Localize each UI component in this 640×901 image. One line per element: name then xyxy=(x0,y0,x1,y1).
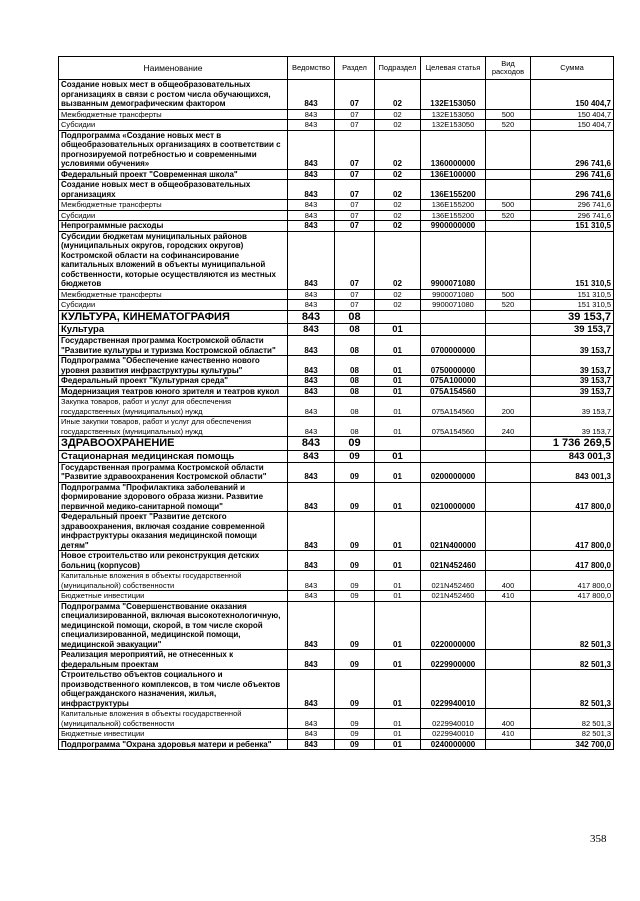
cell-razdel: 07 xyxy=(335,120,375,131)
cell-podrazdel: 01 xyxy=(375,376,421,387)
cell-razdel: 09 xyxy=(335,650,375,670)
cell-ved: 843 xyxy=(288,462,335,482)
cell-podrazdel xyxy=(375,437,421,451)
cell-razdel: 09 xyxy=(335,512,375,551)
cell-podrazdel: 02 xyxy=(375,300,421,311)
table-body xyxy=(59,80,614,750)
cell-ved: 843 xyxy=(288,417,335,437)
cell-razdel: 07 xyxy=(335,221,375,232)
header-podrazdel: Подраздел xyxy=(375,57,421,80)
table-row xyxy=(59,512,614,551)
cell-vid xyxy=(486,221,531,232)
cell-vid xyxy=(486,450,531,462)
cell-razdel: 08 xyxy=(335,376,375,387)
cell-statya xyxy=(421,324,486,336)
cell-ved: 843 xyxy=(288,376,335,387)
cell-name: Государственная программа Костромской области "Развитие здравоохранения Костромской области" xyxy=(59,462,288,482)
header-razdel: Раздел xyxy=(335,57,375,80)
cell-statya xyxy=(421,450,486,462)
cell-name: Закупка товаров, работ и услуг для обеспечения государственных (муниципальных) нужд xyxy=(59,397,288,417)
cell-name: КУЛЬТУРА, КИНЕМАТОГРАФИЯ xyxy=(59,310,288,324)
cell-vid xyxy=(486,437,531,451)
cell-statya: 0229940010 xyxy=(421,729,486,740)
cell-ved: 843 xyxy=(288,120,335,131)
cell-razdel: 07 xyxy=(335,109,375,120)
cell-podrazdel xyxy=(375,310,421,324)
header-statya: Целевая статья xyxy=(421,57,486,80)
cell-vid: 500 xyxy=(486,109,531,120)
cell-statya: 075A154560 xyxy=(421,417,486,437)
cell-statya: 1360000000 xyxy=(421,130,486,169)
cell-vid xyxy=(486,482,531,512)
cell-summa: 150 404,7 xyxy=(531,80,614,110)
cell-summa: 39 153,7 xyxy=(531,324,614,336)
cell-statya: 0229940010 xyxy=(421,709,486,729)
cell-vid xyxy=(486,386,531,397)
cell-ved: 843 xyxy=(288,130,335,169)
budget-table xyxy=(58,56,614,750)
cell-podrazdel: 01 xyxy=(375,324,421,336)
cell-podrazdel: 01 xyxy=(375,591,421,602)
cell-razdel: 07 xyxy=(335,289,375,300)
cell-ved: 843 xyxy=(288,180,335,200)
cell-razdel: 09 xyxy=(335,437,375,451)
cell-razdel: 09 xyxy=(335,571,375,591)
cell-summa: 296 741,6 xyxy=(531,180,614,200)
cell-razdel: 09 xyxy=(335,462,375,482)
cell-statya: 9900071080 xyxy=(421,231,486,289)
cell-statya: 0229900000 xyxy=(421,650,486,670)
cell-podrazdel: 01 xyxy=(375,417,421,437)
cell-razdel: 07 xyxy=(335,200,375,211)
cell-podrazdel: 01 xyxy=(375,729,421,740)
cell-vid: 200 xyxy=(486,397,531,417)
cell-ved: 843 xyxy=(288,601,335,650)
cell-ved: 843 xyxy=(288,709,335,729)
cell-vid xyxy=(486,376,531,387)
cell-razdel: 09 xyxy=(335,482,375,512)
cell-razdel: 08 xyxy=(335,386,375,397)
cell-razdel: 09 xyxy=(335,601,375,650)
cell-podrazdel: 02 xyxy=(375,120,421,131)
cell-ved: 843 xyxy=(288,231,335,289)
table-row xyxy=(59,417,614,437)
cell-statya xyxy=(421,437,486,451)
cell-statya: 0229940010 xyxy=(421,670,486,709)
cell-ved: 843 xyxy=(288,670,335,709)
cell-statya: 021N400000 xyxy=(421,512,486,551)
cell-name: Межбюджетные трансферты xyxy=(59,109,288,120)
cell-razdel: 08 xyxy=(335,310,375,324)
cell-podrazdel: 01 xyxy=(375,571,421,591)
cell-podrazdel: 02 xyxy=(375,221,421,232)
cell-name: Подпрограмма "Охрана здоровья матери и ребенка" xyxy=(59,739,288,750)
cell-statya: 132E153050 xyxy=(421,109,486,120)
cell-summa: 151 310,5 xyxy=(531,221,614,232)
table-row xyxy=(59,336,614,356)
cell-podrazdel: 02 xyxy=(375,109,421,120)
cell-vid xyxy=(486,601,531,650)
cell-summa: 151 310,5 xyxy=(531,231,614,289)
cell-podrazdel: 02 xyxy=(375,180,421,200)
cell-statya: 0240000000 xyxy=(421,739,486,750)
cell-name: Субсидии бюджетам муниципальных районов (муниципальных округов, городских округов) Костромской области на софинансирование капитальных вложений в объекты муниципальной собственности, которые осуществляются из местных бюджетов xyxy=(59,231,288,289)
cell-summa: 843 001,3 xyxy=(531,450,614,462)
cell-name: Культура xyxy=(59,324,288,336)
table-row xyxy=(59,386,614,397)
table-row xyxy=(59,80,614,110)
cell-podrazdel: 01 xyxy=(375,386,421,397)
cell-summa: 342 700,0 xyxy=(531,739,614,750)
header-summa: Сумма xyxy=(531,57,614,80)
cell-statya: 132E153050 xyxy=(421,80,486,110)
cell-summa: 82 501,3 xyxy=(531,601,614,650)
cell-summa: 39 153,7 xyxy=(531,336,614,356)
cell-ved: 843 xyxy=(288,210,335,221)
cell-summa: 417 800,0 xyxy=(531,591,614,602)
table-row xyxy=(59,180,614,200)
cell-vid: 500 xyxy=(486,289,531,300)
cell-summa: 39 153,7 xyxy=(531,310,614,324)
cell-summa: 150 404,7 xyxy=(531,120,614,131)
cell-statya: 9900071080 xyxy=(421,289,486,300)
cell-ved: 843 xyxy=(288,324,335,336)
table-row xyxy=(59,300,614,311)
table-row xyxy=(59,571,614,591)
cell-summa: 82 501,3 xyxy=(531,729,614,740)
table-row xyxy=(59,356,614,376)
cell-statya: 0700000000 xyxy=(421,336,486,356)
cell-vid xyxy=(486,650,531,670)
cell-name: Федеральный проект "Современная школа" xyxy=(59,169,288,180)
cell-vid xyxy=(486,739,531,750)
cell-ved: 843 xyxy=(288,336,335,356)
cell-summa: 151 310,5 xyxy=(531,289,614,300)
cell-statya xyxy=(421,310,486,324)
cell-razdel: 08 xyxy=(335,324,375,336)
cell-name: Создание новых мест в общеобразовательных организациях в связи с ростом числа обучающихся, вызванным демографическим фактором xyxy=(59,80,288,110)
cell-ved: 843 xyxy=(288,397,335,417)
header-ved: Ведомство xyxy=(288,57,335,80)
cell-razdel: 07 xyxy=(335,130,375,169)
table-row xyxy=(59,650,614,670)
cell-summa: 82 501,3 xyxy=(531,709,614,729)
cell-ved: 843 xyxy=(288,450,335,462)
cell-ved: 843 xyxy=(288,80,335,110)
table-row xyxy=(59,109,614,120)
cell-vid xyxy=(486,130,531,169)
table-row xyxy=(59,310,614,324)
cell-ved: 843 xyxy=(288,310,335,324)
cell-name: Непрограммные расходы xyxy=(59,221,288,232)
cell-vid xyxy=(486,169,531,180)
cell-razdel: 07 xyxy=(335,300,375,311)
cell-vid xyxy=(486,180,531,200)
table-row xyxy=(59,376,614,387)
cell-podrazdel: 02 xyxy=(375,169,421,180)
table-row xyxy=(59,482,614,512)
cell-name: Создание новых мест в общеобразовательных организациях xyxy=(59,180,288,200)
table-row xyxy=(59,729,614,740)
cell-summa: 296 741,6 xyxy=(531,200,614,211)
table-row xyxy=(59,551,614,571)
cell-podrazdel: 01 xyxy=(375,709,421,729)
cell-razdel: 08 xyxy=(335,336,375,356)
cell-razdel: 09 xyxy=(335,709,375,729)
cell-name: Подпрограмма "Обеспечение качественно нового уровня развития инфраструктуры культуры" xyxy=(59,356,288,376)
cell-summa: 417 800,0 xyxy=(531,512,614,551)
cell-ved: 843 xyxy=(288,169,335,180)
cell-vid xyxy=(486,670,531,709)
cell-summa: 843 001,3 xyxy=(531,462,614,482)
cell-name: Государственная программа Костромской области "Развитие культуры и туризма Костромской области" xyxy=(59,336,288,356)
cell-ved: 843 xyxy=(288,289,335,300)
cell-vid xyxy=(486,356,531,376)
header-vid: Вид расходов xyxy=(486,57,531,80)
cell-ved: 843 xyxy=(288,300,335,311)
cell-statya: 9900000000 xyxy=(421,221,486,232)
cell-ved: 843 xyxy=(288,221,335,232)
cell-vid xyxy=(486,512,531,551)
cell-vid: 520 xyxy=(486,120,531,131)
cell-statya: 075A100000 xyxy=(421,376,486,387)
cell-podrazdel: 02 xyxy=(375,289,421,300)
cell-vid: 520 xyxy=(486,210,531,221)
cell-ved: 843 xyxy=(288,437,335,451)
cell-ved: 843 xyxy=(288,512,335,551)
cell-podrazdel: 02 xyxy=(375,80,421,110)
cell-vid: 520 xyxy=(486,300,531,311)
cell-razdel: 07 xyxy=(335,180,375,200)
cell-razdel: 08 xyxy=(335,356,375,376)
cell-statya: 021N452460 xyxy=(421,591,486,602)
cell-summa: 151 310,5 xyxy=(531,300,614,311)
cell-name: Межбюджетные трансферты xyxy=(59,289,288,300)
cell-razdel: 09 xyxy=(335,739,375,750)
cell-podrazdel: 01 xyxy=(375,551,421,571)
cell-name: Субсидии xyxy=(59,120,288,131)
cell-name: Новое строительство или реконструкция детских больниц (корпусов) xyxy=(59,551,288,571)
cell-summa: 82 501,3 xyxy=(531,670,614,709)
cell-vid xyxy=(486,310,531,324)
cell-summa: 417 800,0 xyxy=(531,551,614,571)
cell-summa: 417 800,0 xyxy=(531,571,614,591)
cell-razdel: 07 xyxy=(335,80,375,110)
cell-ved: 843 xyxy=(288,551,335,571)
table-row xyxy=(59,169,614,180)
cell-statya: 075A154560 xyxy=(421,397,486,417)
cell-statya: 0210000000 xyxy=(421,482,486,512)
table-row xyxy=(59,437,614,451)
cell-statya: 136E155200 xyxy=(421,180,486,200)
cell-vid xyxy=(486,80,531,110)
cell-ved: 843 xyxy=(288,356,335,376)
cell-razdel: 07 xyxy=(335,169,375,180)
cell-statya: 136E100000 xyxy=(421,169,486,180)
cell-ved: 843 xyxy=(288,729,335,740)
cell-name: Реализация мероприятий, не отнесенных к федеральным проектам xyxy=(59,650,288,670)
table-row xyxy=(59,221,614,232)
cell-vid: 410 xyxy=(486,729,531,740)
cell-podrazdel: 01 xyxy=(375,336,421,356)
cell-ved: 843 xyxy=(288,650,335,670)
cell-podrazdel: 01 xyxy=(375,397,421,417)
cell-statya: 9900071080 xyxy=(421,300,486,311)
cell-statya: 0220000000 xyxy=(421,601,486,650)
cell-name: Капитальные вложения в объекты государственной (муниципальной) собственности xyxy=(59,709,288,729)
cell-summa: 39 153,7 xyxy=(531,356,614,376)
cell-summa: 82 501,3 xyxy=(531,650,614,670)
cell-vid xyxy=(486,231,531,289)
cell-name: Федеральный проект "Культурная среда" xyxy=(59,376,288,387)
cell-ved: 843 xyxy=(288,739,335,750)
cell-name: Иные закупки товаров, работ и услуг для обеспечения государственных (муниципальных) нужд xyxy=(59,417,288,437)
cell-name: Модернизация театров юного зрителя и театров кукол xyxy=(59,386,288,397)
cell-statya: 136E155200 xyxy=(421,210,486,221)
cell-name: Межбюджетные трансферты xyxy=(59,200,288,211)
cell-vid: 240 xyxy=(486,417,531,437)
cell-summa: 296 741,6 xyxy=(531,130,614,169)
cell-name: Подпрограмма "Совершенствование оказания специализированной, включая высокотехнологичную, медицинской помощи, скорой, в том числе скорой специализированной, медицинской помощи, медицинской эвакуации" xyxy=(59,601,288,650)
cell-name: Подпрограмма «Создание новых мест в общеобразовательных организациях в соответствии с прогнозируемой потребностью и современными условиями обучения» xyxy=(59,130,288,169)
cell-razdel: 09 xyxy=(335,670,375,709)
cell-summa: 1 736 269,5 xyxy=(531,437,614,451)
cell-summa: 39 153,7 xyxy=(531,376,614,387)
table-row xyxy=(59,130,614,169)
cell-vid xyxy=(486,551,531,571)
cell-vid: 500 xyxy=(486,200,531,211)
cell-name: Бюджетные инвестиции xyxy=(59,729,288,740)
cell-summa: 296 741,6 xyxy=(531,210,614,221)
cell-vid xyxy=(486,462,531,482)
table-row xyxy=(59,462,614,482)
table-row xyxy=(59,591,614,602)
cell-ved: 843 xyxy=(288,591,335,602)
table-row xyxy=(59,450,614,462)
cell-statya: 0750000000 xyxy=(421,356,486,376)
table-row xyxy=(59,397,614,417)
cell-podrazdel: 01 xyxy=(375,670,421,709)
cell-podrazdel: 01 xyxy=(375,450,421,462)
cell-summa: 39 153,7 xyxy=(531,386,614,397)
cell-summa: 417 800,0 xyxy=(531,482,614,512)
page-number: 358 xyxy=(590,833,607,845)
cell-podrazdel: 02 xyxy=(375,210,421,221)
cell-vid xyxy=(486,336,531,356)
cell-statya: 132E153050 xyxy=(421,120,486,131)
table-row xyxy=(59,670,614,709)
table-row xyxy=(59,231,614,289)
cell-podrazdel: 01 xyxy=(375,512,421,551)
cell-name: Федеральный проект "Развитие детского здравоохранения, включая создание современной инфраструктуры оказания медицинской помощи детям" xyxy=(59,512,288,551)
cell-statya: 021N452460 xyxy=(421,551,486,571)
cell-name: Стационарная медицинская помощь xyxy=(59,450,288,462)
table-row xyxy=(59,210,614,221)
cell-name: Подпрограмма "Профилактика заболеваний и формирование здорового образа жизни. Развитие первичной медико-санитарной помощи" xyxy=(59,482,288,512)
cell-ved: 843 xyxy=(288,386,335,397)
cell-ved: 843 xyxy=(288,482,335,512)
cell-name: ЗДРАВООХРАНЕНИЕ xyxy=(59,437,288,451)
cell-podrazdel: 01 xyxy=(375,482,421,512)
table-row xyxy=(59,709,614,729)
budget-table-sheet xyxy=(58,56,613,750)
cell-ved: 843 xyxy=(288,571,335,591)
cell-podrazdel: 02 xyxy=(375,200,421,211)
cell-ved: 843 xyxy=(288,200,335,211)
table-row xyxy=(59,601,614,650)
cell-statya: 021N452460 xyxy=(421,571,486,591)
cell-podrazdel: 01 xyxy=(375,601,421,650)
cell-statya: 136E155200 xyxy=(421,200,486,211)
cell-razdel: 09 xyxy=(335,450,375,462)
cell-podrazdel: 01 xyxy=(375,739,421,750)
cell-name: Субсидии xyxy=(59,210,288,221)
cell-statya: 075A154560 xyxy=(421,386,486,397)
table-header-row xyxy=(59,57,614,80)
cell-razdel: 09 xyxy=(335,591,375,602)
table-row xyxy=(59,289,614,300)
cell-summa: 39 153,7 xyxy=(531,417,614,437)
cell-summa: 296 741,6 xyxy=(531,169,614,180)
cell-podrazdel: 02 xyxy=(375,231,421,289)
header-name: Наименование xyxy=(59,57,288,80)
cell-vid: 410 xyxy=(486,591,531,602)
table-row xyxy=(59,739,614,750)
table-row xyxy=(59,120,614,131)
cell-name: Субсидии xyxy=(59,300,288,311)
table-row xyxy=(59,200,614,211)
cell-name: Бюджетные инвестиции xyxy=(59,591,288,602)
cell-podrazdel: 01 xyxy=(375,462,421,482)
cell-name: Строительство объектов социального и производственного комплексов, в том числе объектов общегражданского назначения, жилья, инфраструктуры xyxy=(59,670,288,709)
cell-name: Капитальные вложения в объекты государственной (муниципальной) собственности xyxy=(59,571,288,591)
cell-vid: 400 xyxy=(486,571,531,591)
cell-summa: 39 153,7 xyxy=(531,397,614,417)
cell-summa: 150 404,7 xyxy=(531,109,614,120)
cell-razdel: 07 xyxy=(335,231,375,289)
cell-ved: 843 xyxy=(288,109,335,120)
cell-razdel: 08 xyxy=(335,397,375,417)
cell-statya: 0200000000 xyxy=(421,462,486,482)
cell-razdel: 09 xyxy=(335,551,375,571)
cell-podrazdel: 01 xyxy=(375,650,421,670)
cell-razdel: 09 xyxy=(335,729,375,740)
cell-vid: 400 xyxy=(486,709,531,729)
cell-razdel: 08 xyxy=(335,417,375,437)
cell-vid xyxy=(486,324,531,336)
cell-podrazdel: 02 xyxy=(375,130,421,169)
cell-razdel: 07 xyxy=(335,210,375,221)
cell-podrazdel: 01 xyxy=(375,356,421,376)
table-row xyxy=(59,324,614,336)
